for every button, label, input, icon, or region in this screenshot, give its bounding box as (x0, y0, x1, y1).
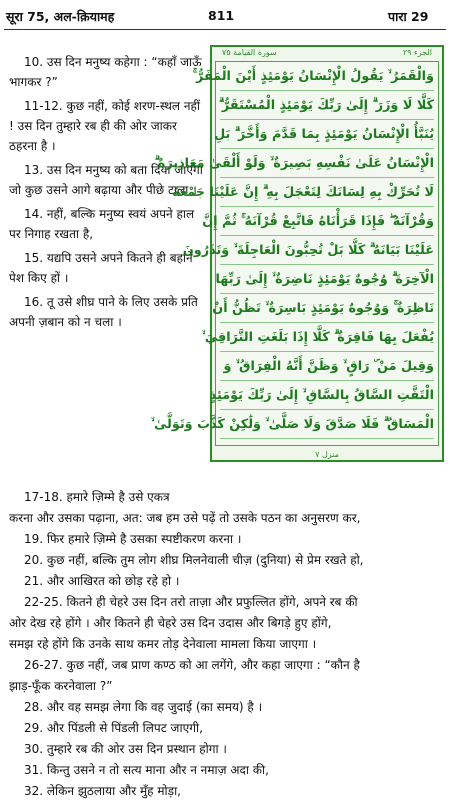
arabic-line: نَاظِرَةٌ ۚ وَوُجُوهٌ يَوْمَئِذٍ بَاسِرَةٌ ۙ تَظُنُّ أَنْ (220, 296, 434, 323)
arabic-line: وَالْقَمَرُ ۙ يَقُولُ الْإِنْسَانُ يَوْمَئِذٍ أَيْنَ الْمَفَرُّ ۚ (220, 64, 434, 91)
arabic-line: كَلَّا لَا وَزَرَ ۗ إِلَىٰ رَبِّكَ يَوْمَئِذٍ الْمُسْتَقَرُّ ۗ (220, 93, 434, 120)
arabic-juz-label: الجزء ٢٩ (402, 48, 432, 57)
page-header (0, 0, 450, 28)
verse-17-18: 17-18. हमारे ज़िम्मे है उसे एकत्र (24, 490, 170, 504)
verse-14: 14. नहीं, बल्कि मनुष्य स्वयं अपने हाल पर निगाह रखता है, (9, 207, 195, 241)
arabic-line: الْإِنْسَانُ عَلَىٰ نَفْسِهِ بَصِيرَةٌ ۙ وَلَوْ أَلْقَىٰ مَعَاذِيرَهُ ۗ (220, 151, 434, 178)
verse-11-12: 11-12. कुछ नहीं, कोई शरण-स्थल नहीं ! उस दिन तुम्हारे रब ही की ओर जाकर ठहरना है । (9, 99, 201, 153)
page-number: 811 (208, 8, 235, 23)
verse-20: 20. कुछ नहीं, बल्कि तुम लोग शीघ्र मिलनेवाली चीज़ (दुनिया) से प्रेम रखते हो, (24, 553, 364, 567)
verse-22-25-cont2: समझ रहे होंगे कि उनके साथ कमर तोड़ देनेवाला मामला किया जाएगा । (9, 637, 317, 651)
verse-26-27: 26-27. कुछ नहीं, जब प्राण कण्ठ को आ लगेंगे, और कहा जाएगा : “कौन है (24, 658, 360, 672)
arabic-line: لَا تُحَرِّكْ بِهِ لِسَانَكَ لِتَعْجَلَ بِهِ ۗ إِنَّ عَلَيْنَا جَمْعَهُ (220, 180, 434, 207)
arabic-manzil-label: منزل ٧ (315, 450, 339, 459)
verse-13: 13. उस दिन मनुष्य को बता दिया जाएगा जो कुछ उसने आगे बढ़ाया और पीछे टाला । (9, 163, 203, 197)
verse-28: 28. और वह समझ लेगा कि वह जुदाई (का समय) है । (24, 700, 263, 714)
verse-19: 19. फिर हमारे ज़िम्मे है उसका स्पष्टीकरण करना । (24, 532, 242, 546)
verse-26-27-cont: झाड़-फूँक करनेवाला ?” (9, 679, 113, 693)
verse-22-25-cont: ओर देख रहे होंगे । और कितने ही चेहरे उस दिन उदास और बिगड़े हुए होंगे, (9, 616, 332, 630)
arabic-text-panel (150, 45, 444, 462)
arabic-line: الْتَفَّتِ السَّاقُ بِالسَّاقِ ۙ إِلَىٰ رَبِّكَ يَوْمَئِذٍ (220, 383, 434, 410)
arabic-line: وَقُرْآنَهُ ۖ فَإِذَا قَرَأْنَاهُ فَاتَّبِعْ قُرْآنَهُ ۚ ثُمَّ إِنَّ (220, 209, 434, 236)
verse-10: 10. उस दिन मनुष्य कहेगा : “कहाँ जाऊँ भागकर ?” (9, 55, 202, 89)
arabic-line: وَقِيلَ مَنْ ۜ رَاقٍ ۙ وَظَنَّ أَنَّهُ الْفِرَاقُ ۙ وَ (220, 354, 434, 381)
verse-29: 29. और पिंडली से पिंडली लिपट जाएगी, (24, 721, 203, 735)
verse-32: 32. लेकिन झुठलाया और मुँह मोड़ा, (24, 784, 181, 798)
arabic-line: الْآخِرَةَ ۗ وُجُوهٌ يَوْمَئِذٍ نَاضِرَةٌ ۙ إِلَىٰ رَبِّهَا (220, 267, 434, 294)
arabic-line: عَلَيْنَا بَيَانَهُ ۗ كَلَّا بَلْ تُحِبُّونَ الْعَاجِلَةَ ۙ وَتَذَرُونَ (220, 238, 434, 265)
para-number: पारा 29 (388, 9, 429, 24)
arabic-line: يُنَبَّأُ الْإِنْسَانُ يَوْمَئِذٍ بِمَا قَدَّمَ وَأَخَّرَ ۗ بَلِ (220, 122, 434, 149)
verse-16: 16. तू उसे शीघ्र पाने के लिए उसके प्रति अपनी ज़बान को न चला । (9, 295, 198, 329)
arabic-surah-label: سورة القيامة ٧٥ (222, 48, 277, 57)
surah-title: सूरा 75, अल-क़ियामह (6, 9, 115, 24)
verse-17-18-cont: करना और उसका पढ़ाना, अत: जब हम उसे पढ़ें तो उसके पठन का अनुसरण कर, (9, 511, 361, 525)
arabic-line: الْمَسَاقُ ۗ فَلَا صَدَّقَ وَلَا صَلَّىٰ ۙ وَلَٰكِنْ كَذَّبَ وَتَوَلَّىٰ ۙ (220, 412, 434, 439)
verse-22-25: 22-25. कितने ही चेहरे उस दिन तरो ताज़ा और प्रफुल्लित होंगे, अपने रब की (24, 595, 358, 609)
verse-21: 21. और आखिरत को छोड़ रहे हो । (24, 574, 180, 588)
arabic-lines (150, 61, 439, 446)
header-divider (4, 29, 446, 30)
translation-full-width (9, 487, 441, 802)
arabic-line: يُفْعَلَ بِهَا فَاقِرَةٌ ۗ كَلَّا إِذَا بَلَغَتِ التَّرَاقِيَ ۙ (220, 325, 434, 352)
verse-30: 30. तुम्हारे रब की ओर उस दिन प्रस्थान होगा । (24, 742, 227, 756)
verse-15: 15. यद्यपि उसने अपने कितने ही बहाने पेश किए हों । (9, 251, 193, 285)
verse-31: 31. किन्तु उसने न तो सत्य माना और न नमाज़ अदा की, (24, 763, 269, 777)
